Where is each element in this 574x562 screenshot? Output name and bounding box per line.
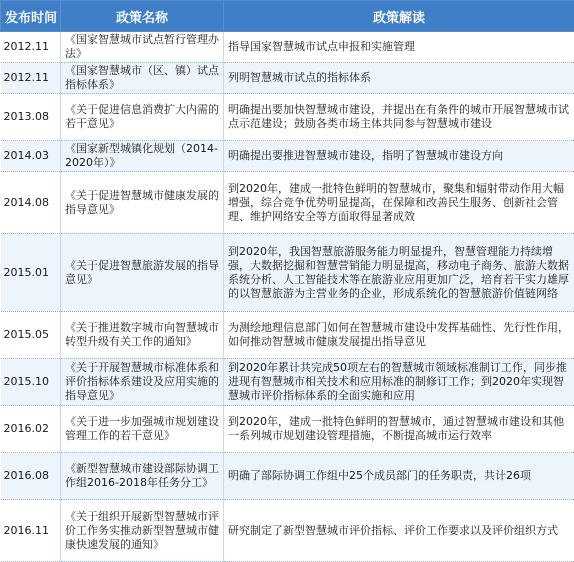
row-policy-interpretation: 为测绘地理信息部门如何在智慧城市建设中发挥基础性、先行性作用，如何推动智慧城市健康发展提出指导意见 [224,312,574,359]
table-row [1,500,574,562]
row-policy-name: 《国家智慧城市（区、镇）试点指标体系》 [61,63,224,94]
row-date: 2012.11 [1,32,61,63]
row-policy-name: 《关于推进数字城市向智慧城市转型升级有关工作的通知》 [61,312,224,359]
row-policy-name: 《国家新型城镇化规划（2014-2020年）》 [61,141,224,172]
row-policy-interpretation: 到2020年累计共完成50项左右的智慧城市领域标准制订工作，同步推进现有智慧城市相关技术和应用标准的制修订工作；到2020年实现智慧城市评价指标体系的全面实施和应用 [224,359,574,406]
table-header-row [1,1,574,32]
row-date: 2016.08 [1,453,61,500]
row-date: 2015.05 [1,312,61,359]
row-date: 2016.11 [1,500,61,562]
row-policy-interpretation: 到2020年，建成一批特色鲜明的智慧城市，通过智慧城市建设和其他一系列城市规划建设管理措施，不断提高城市运行效率 [224,406,574,453]
row-policy-interpretation: 明确提出要加快智慧城市建设，并提出在有条件的城市开展智慧城市试点示范建设；鼓励各类市场主体共同参与智慧城市建设 [224,94,574,141]
table-row [1,312,574,359]
row-date: 2013.08 [1,94,61,141]
table-row [1,32,574,63]
row-policy-interpretation: 指导国家智慧城市试点申报和实施管理 [224,32,574,63]
row-policy-interpretation: 到2020年，我国智慧旅游服务能力明显提升，智慧管理能力持续增强，大数据挖掘和智慧营销能力明显提高，移动电子商务、旅游大数据系统分析、人工智能技术等在旅游业应用更加广泛，培育若干实力雄厚的以智慧旅游为主营业务的企业，形成系统化的智慧旅游价值链网络 [224,234,574,312]
row-policy-name: 《关于开展智慧城市标准体系和评价指标体系建设及应用实施的指导意见》 [61,359,224,406]
table-row [1,453,574,500]
row-date: 2016.02 [1,406,61,453]
header-policy-name: 政策名称 [61,1,224,32]
row-policy-name: 《关于促进智慧旅游发展的指导意见》 [61,234,224,312]
row-policy-interpretation: 明确提出要推进智慧城市建设，指明了智慧城市建设方向 [224,141,574,172]
row-policy-name: 《新型智慧城市建设部际协调工作组2016-2018年任务分工》 [61,453,224,500]
table-row [1,63,574,94]
row-policy-name: 《关于促进智慧城市健康发展的指导意见》 [61,172,224,234]
table-row [1,234,574,312]
header-policy-interpretation: 政策解读 [224,1,574,32]
row-policy-interpretation: 明确了部际协调工作组中25个成员部门的任务职责，共计26项 [224,453,574,500]
table-row [1,141,574,172]
row-policy-interpretation: 到2020年，建成一批特色鲜明的智慧城市，聚集和辐射带动作用大幅增强，综合竞争优势明显提高，在保障和改善民生服务、创新社会管理、维护网络安全等方面取得显著成效 [224,172,574,234]
row-policy-name: 《关于促进信息消费扩大内需的若干意见》 [61,94,224,141]
table-row [1,406,574,453]
table-row [1,172,574,234]
row-date: 2015.10 [1,359,61,406]
row-policy-interpretation: 研究制定了新型智慧城市评价指标、评价工作要求以及评价组织方式 [224,500,574,562]
row-date: 2014.03 [1,141,61,172]
header-date: 发布时间 [1,1,61,32]
row-date: 2012.11 [1,63,61,94]
row-policy-interpretation: 列明智慧城市试点的指标体系 [224,63,574,94]
row-date: 2014.08 [1,172,61,234]
row-policy-name: 《国家智慧城市试点暂行管理办法》 [61,32,224,63]
row-policy-name: 《关于进一步加强城市规划建设管理工作的若干意见》 [61,406,224,453]
table-row [1,359,574,406]
row-policy-name: 《关于组织开展新型智慧城市评价工作务实推动新型智慧城市健康快速发展的通知》 [61,500,224,562]
row-date: 2015.01 [1,234,61,312]
table-row [1,94,574,141]
